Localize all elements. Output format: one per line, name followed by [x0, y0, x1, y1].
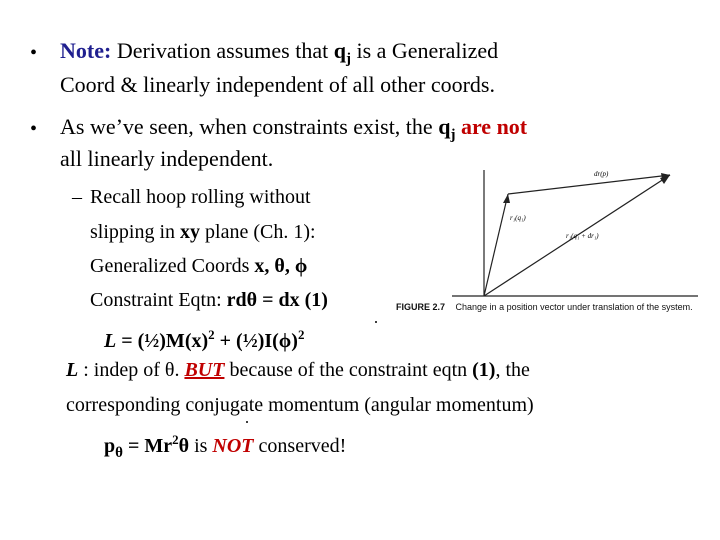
sub-line4-text: Constraint Eqtn:	[90, 289, 227, 311]
bullet-dot: •	[30, 118, 38, 140]
L-symbol: L	[104, 330, 117, 352]
conclusion-line2: corresponding conjugate momentum (angular momentum)	[66, 394, 534, 416]
q-symbol: q	[333, 38, 346, 63]
eqtn-ref: (1)	[472, 359, 496, 381]
lagrangian-line	[104, 323, 304, 353]
fig-label-r1: r₁(q₁)	[510, 214, 526, 222]
coords-text: x, θ, ϕ	[254, 255, 308, 277]
sub-line3	[90, 254, 307, 278]
p-symbol: p	[104, 435, 116, 457]
figure-caption-text: Change in a position vector under translation of the system.	[455, 302, 693, 312]
sub-line2	[90, 220, 316, 244]
sub-line4	[90, 288, 328, 312]
are-not-text: are not	[455, 114, 528, 139]
vector-r1	[484, 194, 508, 296]
square-sup: 2	[208, 327, 215, 342]
x-dot	[375, 321, 377, 323]
fig-label-top: dr(p)	[594, 170, 609, 178]
fig-label-r2: r₁(q₁ + dr₁)	[566, 232, 599, 240]
sub-line2-text-b: plane (Ch. 1):	[200, 221, 316, 243]
L-symbol: L	[66, 359, 79, 381]
note-label: Note:	[60, 38, 112, 63]
conclusion-text-b: because of the constraint eqtn	[224, 359, 473, 381]
bullet2-text-a: As we’ve seen, when constraints exist, the	[60, 114, 439, 139]
sub-line3-text: Generalized Coords	[90, 255, 255, 277]
dash-marker: –	[72, 186, 82, 208]
sub-line1: Recall hoop rolling without	[90, 186, 311, 208]
bullet1-text-b: is a Generalized	[350, 38, 499, 63]
theta-dot-symbol: θ	[178, 435, 190, 457]
bullet2-line1	[60, 114, 527, 148]
momentum-eq: = Mr	[122, 435, 173, 457]
conclusion-line3	[104, 428, 346, 465]
conclusion-line1	[66, 358, 530, 382]
but-text: BUT	[184, 359, 225, 381]
bullet1-line2: Coord & linearly independent of all other coords.	[60, 72, 495, 97]
j-subscript: j	[345, 51, 351, 67]
sub-line2-text: slipping in	[90, 221, 181, 243]
theta-subscript: θ	[115, 445, 123, 461]
is-text: is	[189, 435, 213, 457]
theta-dot	[246, 421, 248, 423]
square-sup: 2	[172, 432, 179, 447]
lagrangian-term2: + (½)I(ϕ)	[214, 330, 298, 352]
conserved-text: conserved!	[253, 435, 347, 457]
bullet1-line1	[60, 38, 498, 72]
figure-caption	[396, 302, 693, 312]
conclusion-text-c: , the	[495, 359, 530, 381]
bullet1-text-a: Derivation assumes that	[111, 38, 334, 63]
lagrangian-term1: = (½)M(x)	[116, 330, 209, 352]
j-subscript: j	[450, 127, 456, 143]
square-sup: 2	[297, 327, 305, 342]
conclusion-text-a: : indep of θ.	[78, 359, 185, 381]
figure-number: FIGURE 2.7	[396, 302, 446, 312]
bullet2-line2: all linearly independent.	[60, 146, 274, 171]
xy-text: xy	[180, 221, 201, 243]
constraint-eqtn: rdθ = dx (1)	[226, 289, 328, 311]
not-text: NOT	[212, 435, 254, 457]
bullet-dot: •	[30, 42, 38, 64]
r1-arrowhead	[503, 194, 510, 203]
q-symbol: q	[438, 114, 451, 139]
